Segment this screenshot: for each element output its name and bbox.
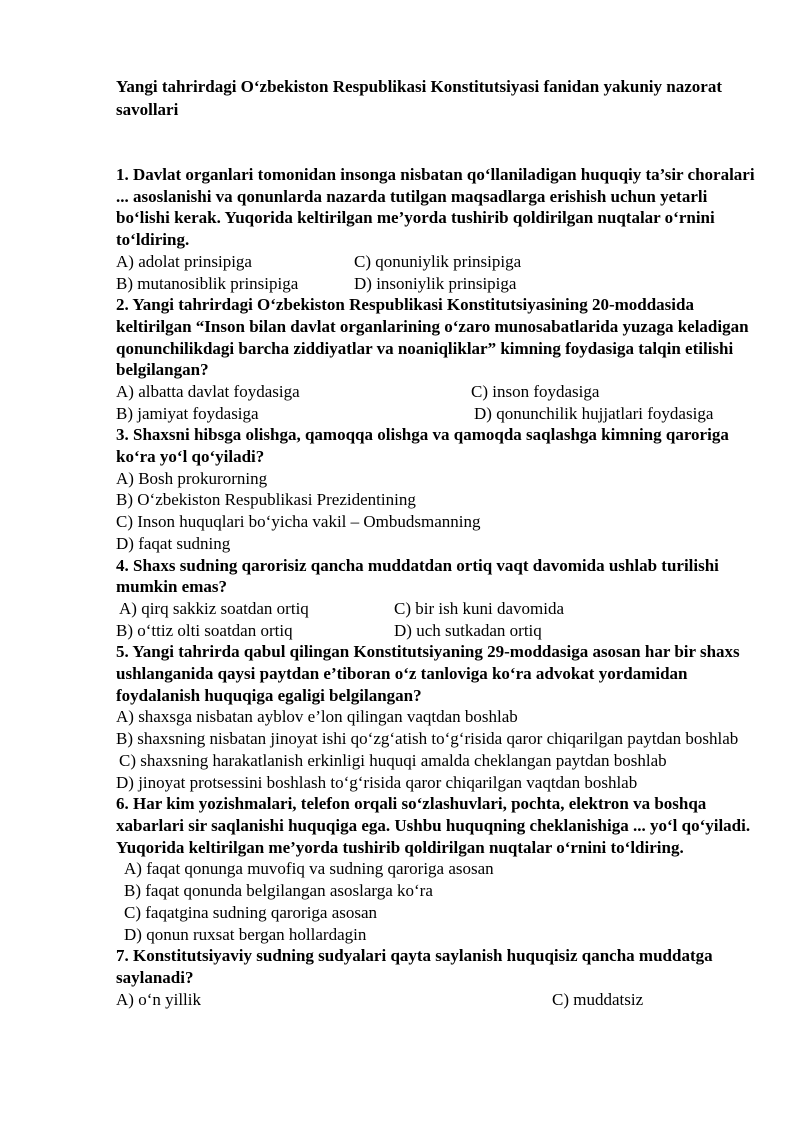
option-c: C) muddatsiz	[552, 989, 644, 1009]
option-a: A) qirq sakkiz soatdan ortiq	[119, 599, 309, 618]
option-a: A) o‘n yillik	[116, 989, 201, 1009]
question-7	[116, 945, 756, 1010]
option-b: B) o‘ttiz olti soatdan ortiq	[116, 620, 293, 640]
question-text: 1. Davlat organlari tomonidan insonga nisbatan qo‘llaniladigan huquqiy ta’sir choralari ... asoslanishi va qonunlarda nazarda tutilgan maqsadlarga erishish uchun yetarli bo‘lishi kerak. Yuqorida keltirilgan me’yorda tushirib qoldirilgan nuqtalar o‘rnini to‘ldiring.	[116, 165, 755, 250]
question-6	[116, 793, 756, 945]
option-c: C) inson foydasiga	[471, 382, 600, 401]
question-text: 6. Har kim yozishmalari, telefon orqali so‘zlashuvlari, pochta, elektron va boshqa xabarlari sir saqlanishi huquqiga ega. Ushbu huquqning cheklanishiga ... yo‘l qo‘yiladi. Yuqorida keltirilgan me’yorda tushirib qoldirilgan nuqtalar o‘rnini to‘ldiring.	[116, 794, 751, 857]
option-a: A) adolat prinsipiga	[116, 251, 252, 271]
option-a: A) shaxsga nisbatan ayblov e’lon qilingan vaqtdan boshlab	[116, 707, 518, 727]
option-b: B) O‘zbekiston Respublikasi Prezidentining	[116, 490, 416, 510]
option-d: D) jinoyat protsessini boshlash to‘g‘risida qaror chiqarilgan vaqtdan boshlab	[116, 772, 638, 792]
option-d: D) uch sutkadan ortiq	[394, 620, 542, 640]
question-text: 4. Shaxs sudning qarorisiz qancha muddatdan ortiq vaqt davomida ushlab turilishi mumkin emas?	[116, 555, 719, 597]
option-d: D) qonunchilik hujjatlari foydasiga	[474, 403, 714, 423]
option-d: D) qonun ruxsat bergan hollardagin	[124, 924, 367, 944]
document-title: Yangi tahrirdagi O‘zbekiston Respublikasi Konstitutsiyasi fanidan yakuniy nazorat savollari	[116, 77, 722, 119]
option-c: C) qonuniylik prinsipiga	[354, 251, 522, 271]
question-text: 7. Konstitutsiyaviy sudning sudyalari qayta saylanish huquqisiz qancha muddatga saylanadi?	[116, 946, 713, 987]
question-text: 5. Yangi tahrirda qabul qilingan Konstitutsiyaning 29-moddasiga asosan har bir shaxs ushlanganida qaysi paytdan e’tiboran o‘z tanloviga ko‘ra advokat yordamidan foydalanish huquqiga egaligi belgilangan?	[116, 642, 740, 705]
option-b: B) mutanosiblik prinsipiga	[116, 273, 299, 293]
option-b: B) jamiyat foydasiga	[116, 403, 259, 423]
question-text: 3. Shaxsni hibsga olishga, qamoqqa olishga va qamoqda saqlashga kimning qaroriga ko‘ra yo‘l qo‘yiladi?	[116, 425, 729, 467]
question-5	[116, 641, 756, 793]
question-2	[116, 294, 756, 424]
option-b: B) shaxsning nisbatan jinoyat ishi qo‘zg‘atish to‘g‘risida qaror chiqarilgan paytdan boshlab	[116, 729, 739, 749]
option-d: D) insoniylik prinsipiga	[354, 273, 517, 293]
question-list	[116, 164, 756, 1010]
option-a: A) albatta davlat foydasiga	[116, 382, 300, 401]
option-a: A) faqat qonunga muvofiq va sudning qaroriga asosan	[124, 859, 494, 879]
question-1	[116, 164, 756, 294]
option-a: A) Bosh prokurorning	[116, 468, 268, 488]
option-c: C) bir ish kuni davomida	[394, 599, 564, 618]
question-text: 2. Yangi tahrirdagi O‘zbekiston Respublikasi Konstitutsiyasining 20-moddasida keltirilgan “Inson bilan davlat organlarining o‘zaro munosabatlarida yuzaga keladigan qonunchilikdagi barcha ziddiyatlar va noaniqliklar” kimning foydasiga talqin etilishi belgilangan?	[116, 295, 749, 380]
option-c: C) Inson huquqlari bo‘yicha vakil – Ombudsmanning	[116, 512, 481, 532]
option-c: C) shaxsning harakatlanish erkinligi huquqi amalda cheklangan paytdan boshlab	[119, 750, 667, 770]
option-c: C) faqatgina sudning qaroriga asosan	[124, 902, 378, 922]
option-b: B) faqat qonunda belgilangan asoslarga ko‘ra	[124, 881, 433, 901]
question-3	[116, 424, 756, 554]
option-d: D) faqat sudning	[116, 533, 231, 553]
question-4	[116, 555, 756, 642]
